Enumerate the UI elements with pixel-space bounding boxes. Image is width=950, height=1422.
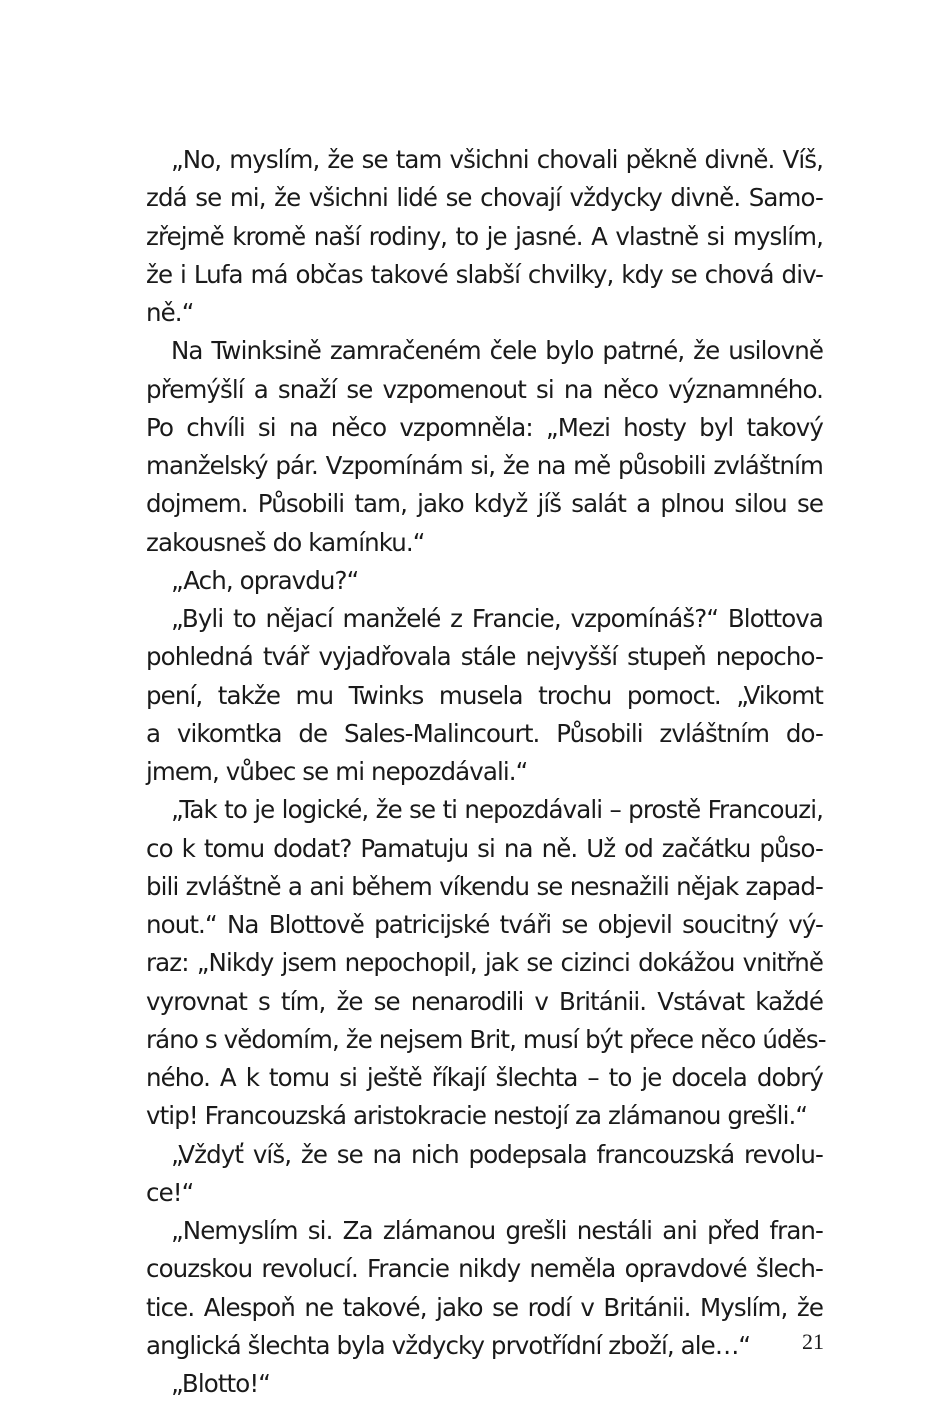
text-line: dojmem. Působili tam, jako když jíš salát a plnou silou se — [146, 489, 823, 519]
text-line: a vikomtka de Sales-Malincourt. Působili zvláštním do- — [146, 718, 823, 748]
text-line: Na Twinksině zamračeném čele bylo patrné, že usilovně — [171, 336, 823, 366]
text-line: bili zvláštně a ani během víkendu se nesnažili nějak zapad- — [146, 871, 823, 901]
text-line: ráno s vědomím, že nejsem Brit, musí být přece něco úděs- — [146, 1024, 826, 1054]
text-line: „Blotto!“ — [171, 1369, 271, 1398]
text-line: nout.“ Na Blottově patricijské tváři se objevil soucitný vý- — [146, 910, 823, 939]
text-line: pohledná tvář vyjadřovala stále nejvyšší stupeň nepocho- — [146, 642, 823, 672]
text-line: zakousneš do kamínku.“ — [146, 527, 425, 557]
text-line: „No, myslím, že se tam všichni chovali pěkně divně. Víš, — [171, 145, 823, 174]
text-line: ného. A k tomu si ještě říkají šlechta – to je docela dobrý — [146, 1063, 823, 1092]
text-line: ce!“ — [146, 1177, 194, 1207]
text-line: tice. Alespoň ne takové, jako se rodí v Británii. Myslím, že — [146, 1292, 823, 1322]
text-line: Po chvíli si na něco vzpomněla: „Mezi hosty byl takový — [146, 412, 823, 442]
text-line: ně.“ — [146, 298, 194, 327]
page-number: 21 — [802, 1329, 824, 1354]
text-line: vtip! Francouzská aristokracie nestojí za zlámanou grešli.“ — [146, 1101, 808, 1131]
text-line: jmem, vůbec se mi nepozdávali.“ — [146, 757, 528, 786]
text-line: anglická šlechta byla vždycky prvotřídní zboží, ale…“ — [146, 1330, 751, 1360]
body-text — [146, 141, 826, 1403]
text-line: zřejmě kromě naší rodiny, to je jasné. A vlastně si myslím, — [146, 221, 823, 251]
text-line: že i Lufa má občas takové slabší chvilky, kdy se chová div- — [146, 259, 823, 289]
text-line: raz: „Nikdy jsem nepochopil, jak se cizinci dokážou vnitřně — [146, 948, 823, 978]
text-line: co k tomu dodat? Pamatuju si na ně. Už od začátku půso- — [146, 833, 823, 863]
text-line: vyrovnat s tím, že se nenarodili v Británii. Vstávat každé — [146, 986, 823, 1016]
text-line: „Nemyslím si. Za zlámanou grešli nestáli ani před fran- — [171, 1216, 823, 1245]
text-line: manželský pár. Vzpomínám si, že na mě působili zvláštním — [146, 451, 823, 480]
text-line: „Byli to nějací manželé z Francie, vzpomínáš?“ Blottova — [171, 604, 823, 633]
text-line: přemýšlí a snaží se vzpomenout si na něco významného. — [146, 374, 823, 404]
text-line: zdá se mi, že všichni lidé se chovají vždycky divně. Samo- — [146, 183, 823, 213]
text-line: pení, takže mu Twinks musela trochu pomoct. „Vikomt — [146, 680, 823, 710]
text-line: couzskou revolucí. Francie nikdy neměla opravdové šlech- — [146, 1254, 823, 1284]
text-line: „Ach, opravdu?“ — [171, 565, 359, 595]
text-line: „Tak to je logické, že se ti nepozdávali – prostě Francouzi, — [171, 795, 823, 825]
text-line: „Vždyť víš, že se na nich podepsala francouzská revolu- — [171, 1139, 823, 1169]
